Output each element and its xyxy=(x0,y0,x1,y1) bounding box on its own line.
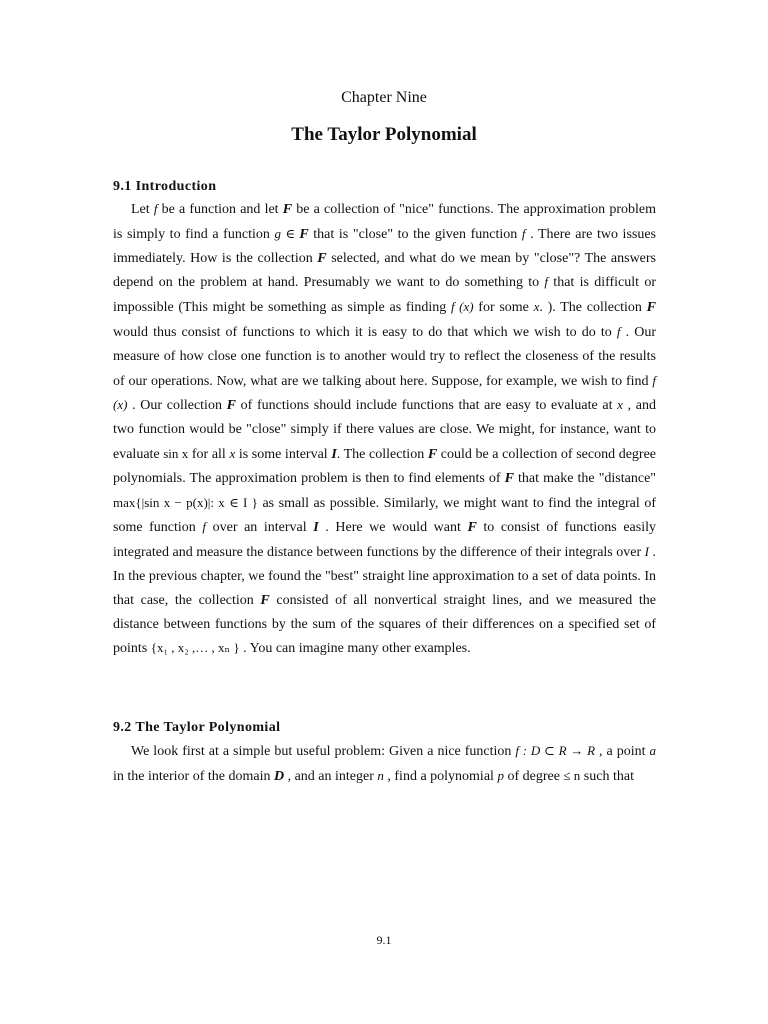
page-number: 9.1 xyxy=(376,933,392,947)
taylor-polynomial-paragraph: We look first at a simple but useful problem: Given a nice function f : D ⊂ R → R , a point a in the interior of the domain D , and an integer n , find a polynomial p of degree ≤ n such that xyxy=(113,743,656,784)
chapter-label: Chapter Nine xyxy=(341,89,427,106)
section-heading-taylor-polynomial: 9.2 The Taylor Polynomial xyxy=(113,720,281,735)
chapter-title: The Taylor Polynomial xyxy=(291,124,477,145)
introduction-paragraph: Let f be a function and let F be a collection of "nice" functions. The approximation problem is simply to find a function g ∈ F that is "close" to the given function f . There are two issues immediately. How is the collection F selected, and what do we mean by "close"? The answers depend on the problem at hand. Presumably we want to do something to f that is difficult or impossible (This might be something as simple as finding f (x) for some x. ). The collection F would thus consist of functions to which it is easy to do that which we wish to do to f . Our measure of how close one function is to another would try to reflect the closeness of the results of our operations. Now, what are we talking about here. Suppose, for example, we wish to find f (x) . Our collection F of functions should include functions that are easy to evaluate at x , and two function would be "close" simply if there values are close. We might, for instance, want to evaluate sin x for all x is some interval I. The collection F could be a collection of second degree polynomials. The approximation problem is then to find elements of F that make the "distance" max{|sin x − p(x)|: x ∈ I } as small as possible. Similarly, we might want to find the integral of some function f over an interval I . Here we would want F to consist of functions easily integrated and measure the distance between functions by the difference of their integrals over I . In the previous chapter, we found the "best" straight line approximation to a set of data points. In that case, the collection F consisted of all nonvertical straight lines, and we measured the distance between functions by the sum of the squares of their differences on a specified set of points {x₁ , x₂ ,… , xₙ } . You can imagine many other examples. xyxy=(113,201,657,657)
section-heading-introduction: 9.1 Introduction xyxy=(113,179,217,194)
